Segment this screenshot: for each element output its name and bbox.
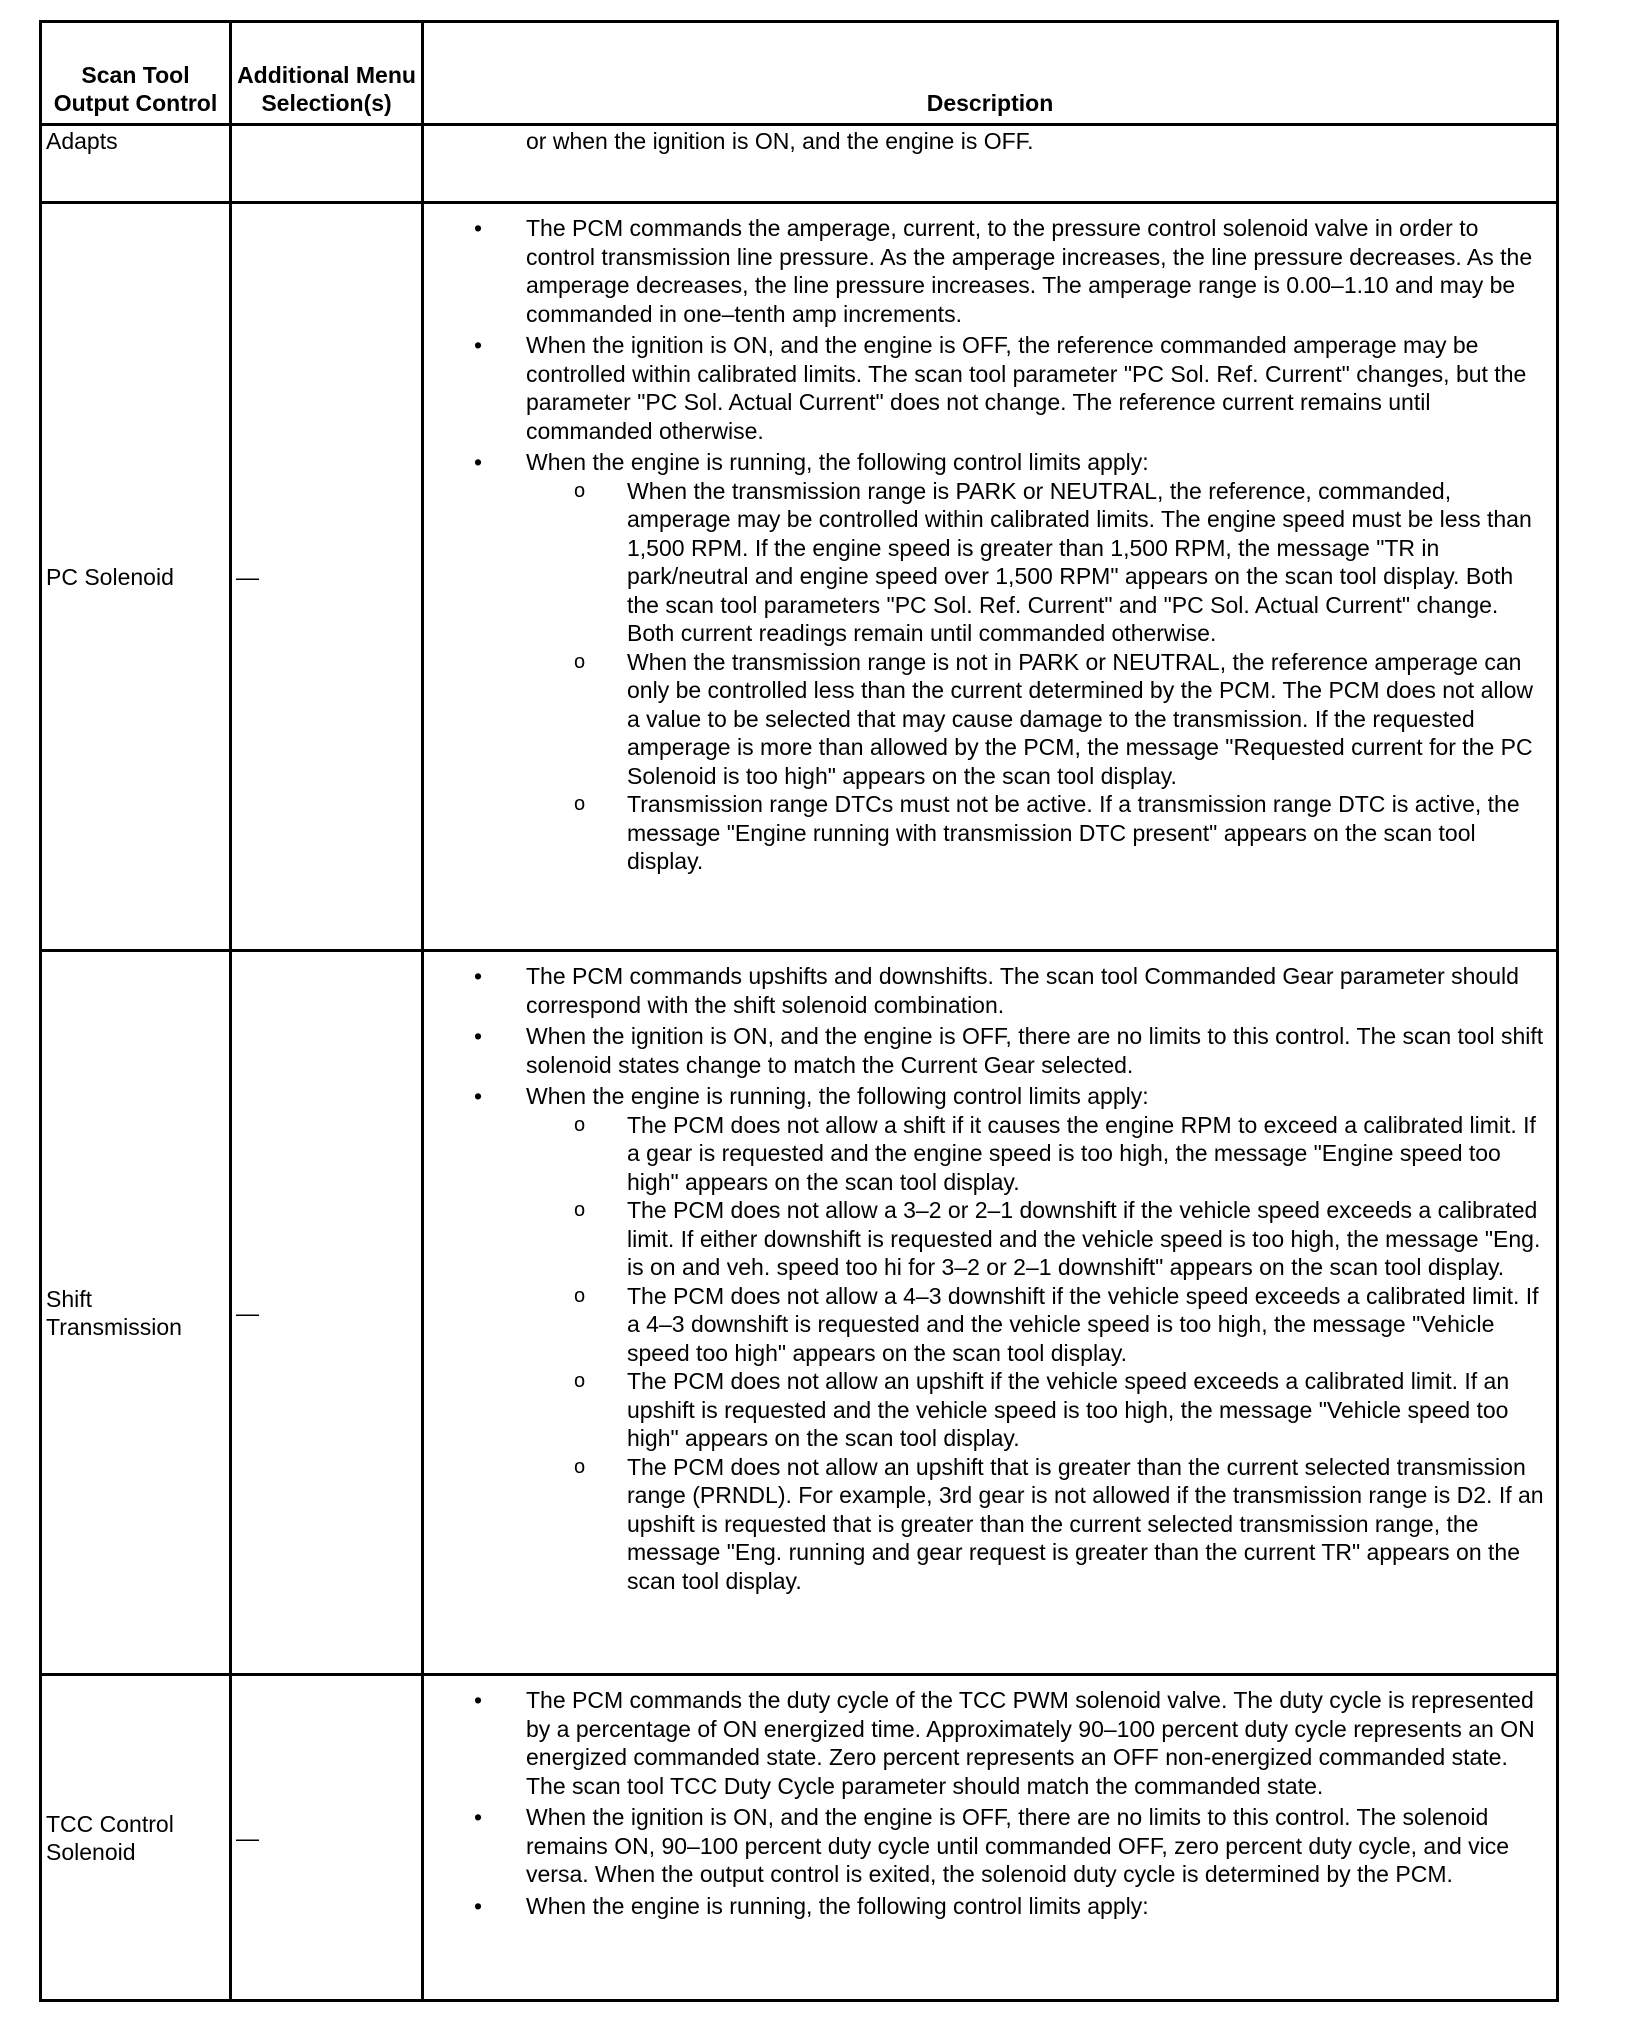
list-item-text: The PCM does not allow a 3–2 or 2–1 downshift if the vehicle speed exceeds a calibrated limit. If either downshift is requested and the vehicle speed is too high, the message "Eng. is on and veh. speed too hi for 3–2 or 2–1 downshift" appears on the scan tool display.	[627, 1197, 1541, 1280]
circle-bullet-icon: o	[574, 1370, 586, 1392]
sub-list-item	[424, 648, 1550, 791]
output-control-cell	[41, 203, 231, 951]
circle-bullet-icon: o	[574, 650, 586, 673]
bullet-icon: •	[474, 1687, 483, 1713]
list-item	[424, 214, 1556, 328]
sub-list-item	[424, 1453, 1550, 1596]
description-cell	[423, 951, 1558, 1675]
table-row-pc-solenoid	[41, 203, 1558, 951]
menu-selection-cell	[231, 1675, 423, 2001]
circle-bullet-icon: o	[574, 1455, 586, 1478]
sub-list-item	[424, 1367, 1550, 1453]
list-item	[424, 1892, 1556, 1921]
bullet-icon: •	[474, 1023, 483, 1049]
list-item-text: When the ignition is ON, and the engine is OFF, the reference commanded amperage may be controlled within calibrated limits. The scan tool parameter "PC Sol. Ref. Current" changes, but the parameter "PC Sol. Actual Current" does not change. The reference current remains until commanded otherwise.	[526, 332, 1527, 444]
output-control-name: PC Solenoid	[46, 563, 174, 590]
menu-selection-cell	[231, 125, 423, 203]
menu-selection-value: —	[236, 1299, 259, 1326]
output-control-name: Shift Transmission	[46, 1285, 182, 1340]
list-item-text: The PCM commands the duty cycle of the TCC PWM solenoid valve. The duty cycle is represented by a percentage of ON energized time. Approximately 90–100 percent duty cycle represents an ON energized commanded state. Zero percent represents an OFF non-energized commanded state. The scan tool TCC Duty Cycle parameter should match the commanded state.	[526, 1687, 1535, 1799]
circle-bullet-icon: o	[574, 793, 586, 815]
list-item	[424, 1803, 1556, 1889]
circle-bullet-icon: o	[574, 1113, 586, 1136]
header-description: Description	[423, 22, 1558, 125]
header-additional-menu-selections: Additional Menu Selection(s)	[231, 22, 423, 125]
menu-selection-value: —	[236, 1824, 259, 1851]
circle-bullet-icon: o	[574, 1199, 586, 1221]
table-row-adapts	[41, 125, 1558, 203]
output-control-name: Adapts	[46, 128, 118, 154]
list-item-text: When the transmission range is not in PARK or NEUTRAL, the reference amperage can only be controlled less than the current determined by the PCM. The PCM does not allow a value to be selected that may cause damage to the transmission. If the requested amperage is more than allowed by the PCM, the message "Requested current for the PC Solenoid is too high" appears on the scan tool display.	[627, 648, 1533, 789]
list-item-text: The PCM does not allow an upshift if the vehicle speed exceeds a calibrated limit. If an upshift is requested and the vehicle speed is too high, the message "Vehicle speed too high" appears on the scan tool display.	[627, 1368, 1510, 1451]
list-item-text: When the engine is running, the following control limits apply:	[526, 1892, 1149, 1919]
bullet-icon: •	[474, 1892, 483, 1919]
list-item-text: The PCM commands upshifts and downshifts. The scan tool Commanded Gear parameter should correspond with the shift solenoid combination.	[526, 963, 1519, 1018]
list-item-text: When the transmission range is PARK or NEUTRAL, the reference, commanded, amperage may be controlled within calibrated limits. The engine speed must be less than 1,500 RPM. If the engine speed is greater than 1,500 RPM, the message "TR in park/neutral and engine speed over 1,500 RPM" appears on the scan tool display. Both the scan tool parameters "PC Sol. Ref. Current" and "PC Sol. Actual Current" change. Both current readings remain until commanded otherwise.	[627, 477, 1532, 646]
circle-bullet-icon: o	[574, 479, 586, 502]
table-header-row	[41, 22, 1558, 125]
sub-list-item	[424, 1282, 1550, 1368]
output-control-name: TCC Control Solenoid	[46, 1810, 174, 1865]
description-cell	[423, 203, 1558, 951]
list-item	[424, 331, 1556, 445]
bullet-icon: •	[474, 449, 483, 475]
list-item-text: The PCM commands the amperage, current, to the pressure control solenoid valve in order to control transmission line pressure. As the amperage increases, the line pressure decreases. As the amperage decreases, the line pressure increases. The amperage range is 0.00–1.10 and may be commanded in one–tenth amp increments.	[526, 215, 1533, 327]
sub-list-item	[424, 1196, 1550, 1282]
description-cell	[423, 1675, 1558, 2001]
menu-selection-cell	[231, 951, 423, 1675]
header-scan-tool-output-control: Scan Tool Output Control	[41, 22, 231, 125]
description-cell	[423, 125, 1558, 203]
output-control-cell	[41, 1675, 231, 2001]
bullet-icon: •	[474, 1083, 483, 1109]
circle-bullet-icon: o	[574, 1284, 586, 1307]
list-item	[424, 448, 1556, 876]
list-item-text: When the engine is running, the following control limits apply:	[526, 449, 1149, 475]
menu-selection-value: —	[236, 563, 259, 590]
output-control-cell	[41, 951, 231, 1675]
list-item-text: The PCM does not allow a shift if it causes the engine RPM to exceed a calibrated limit. If a gear is requested and the engine speed is too high, the message "Engine speed too high" appears on the scan tool display.	[627, 1111, 1536, 1195]
list-item	[424, 1686, 1556, 1800]
sub-list-item	[424, 1111, 1550, 1197]
list-item-text: When the ignition is ON, and the engine is OFF, there are no limits to this control. The solenoid remains ON, 90–100 percent duty cycle until commanded OFF, zero percent duty cycle, and vice versa. When the output control is exited, the solenoid duty cycle is determined by the PCM.	[526, 1804, 1510, 1887]
bullet-icon: •	[474, 332, 483, 358]
list-item	[424, 1022, 1556, 1079]
bullet-icon: •	[474, 215, 483, 241]
list-item-text: When the engine is running, the following control limits apply:	[526, 1083, 1149, 1109]
list-item-text: The PCM does not allow a 4–3 downshift if the vehicle speed exceeds a calibrated limit. If a 4–3 downshift is requested and the vehicle speed is too high, the message "Vehicle speed too high" appears on the scan tool display.	[627, 1282, 1539, 1366]
list-item	[424, 962, 1556, 1019]
table-row-shift-transmission	[41, 951, 1558, 1675]
table-row-tcc-control-solenoid	[41, 1675, 1558, 2001]
sub-list-item	[424, 477, 1550, 648]
list-item-text: Transmission range DTCs must not be active. If a transmission range DTC is active, the message "Engine running with transmission DTC present" appears on the scan tool display.	[627, 791, 1520, 874]
output-control-table	[39, 20, 1559, 2002]
list-item-text: The PCM does not allow an upshift that is greater than the current selected transmission range (PRNDL). For example, 3rd gear is not allowed if the transmission range is D2. If an upshift is requested that is greater than the current selected transmission range, the message "Eng. running and gear request is greater than the current TR" appears on the scan tool display.	[627, 1453, 1544, 1594]
bullet-icon: •	[474, 1804, 483, 1830]
output-control-cell	[41, 125, 231, 203]
list-item-text: When the ignition is ON, and the engine is OFF, there are no limits to this control. The scan tool shift solenoid states change to match the Current Gear selected.	[526, 1023, 1544, 1078]
description-continuation: or when the ignition is ON, and the engine is OFF.	[526, 128, 1034, 154]
menu-selection-cell	[231, 203, 423, 951]
list-item	[424, 1082, 1556, 1595]
sub-list-item	[424, 790, 1550, 876]
bullet-icon: •	[474, 963, 483, 989]
